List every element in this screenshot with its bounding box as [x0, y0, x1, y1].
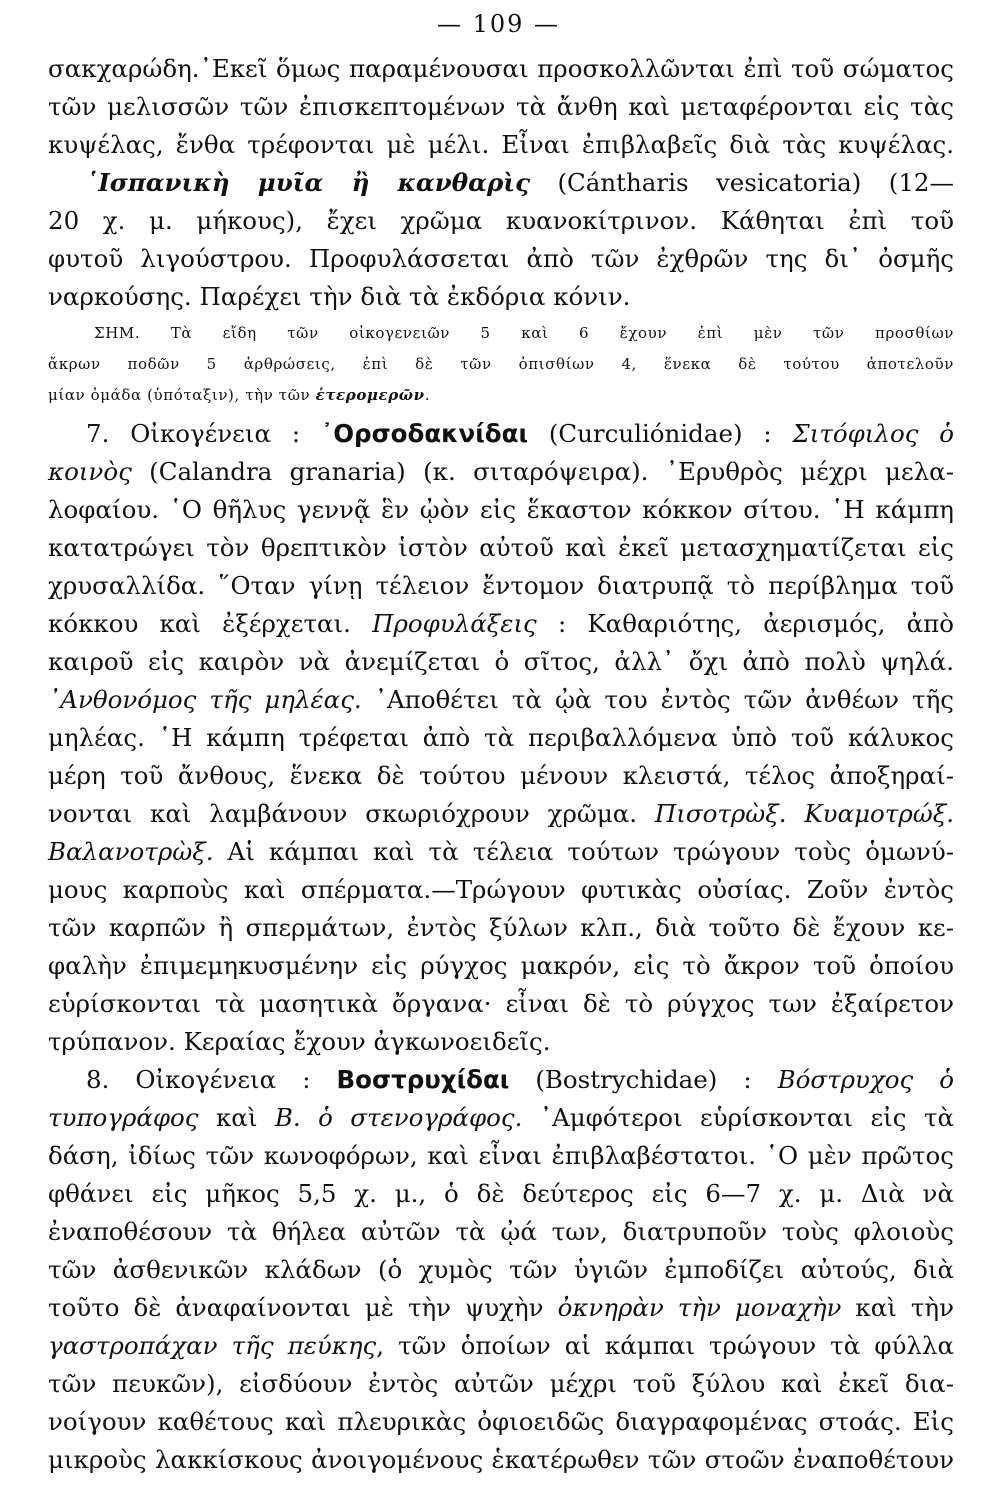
family-name: Βοστρυχίδαι [336, 1065, 510, 1094]
emphasis-term: ἑτερομερῶν [315, 386, 425, 404]
text-line: εὑρίσκονται τὰ μασητικὰ ὄργανα· εἶναι δὲ τὸ ρύγχος των ἐξαίρετον [48, 989, 954, 1018]
species-name: Σιτόφιλος ὁ [792, 419, 954, 448]
footnote-block [48, 318, 954, 411]
text-line: μέρη τοῦ ἄνθους, ἕνεκα δὲ τούτου μένουν κλειστά, τέλος ἀποξηραί- [48, 761, 954, 790]
text-line [48, 1327, 954, 1365]
species-heading: ῾Ισπανικὴ μυῖα ἢ κανθαρὶς [86, 168, 531, 197]
text-run: τοῦτο δὲ ἀναφαίνονται μὲ τὴν ψυχὴν [48, 1293, 558, 1322]
species-name: Β. ὁ στενογράφος. [274, 1103, 523, 1132]
text-run: νονται καὶ λαμβάνουν σκωριόχρουν χρῶμα. [48, 799, 655, 828]
note-line: ἄκρων ποδῶν 5 ἀρθρώσεις, ἐπὶ δὲ τῶν ὀπισθίων 4, ἕνεκα δὲ τούτου ἀποτελοῦν [48, 355, 954, 373]
text-line: νοίγουν καθέτους καὶ πλευρικὰς ὀφιοειδῶς διαγραφομένας στοάς. Εἰς [48, 1407, 954, 1436]
species-name: γαστροπάχαν τῆς πεύκης [48, 1331, 377, 1360]
text-line: μους καρποὺς καὶ σπέρματα.—Τρώγουν φυτικὰς οὐσίας. Ζοῦν ἐντὸς [48, 875, 954, 904]
text-run: μίαν ὁμάδα (ὑπόταξιν), τὴν τῶν [48, 386, 316, 404]
text-line [48, 833, 954, 871]
text-line [48, 605, 954, 643]
text-run: Αἱ κάμπαι καὶ τὰ τέλεια τούτων τρώγουν τοὺς ὁμωνύ- [213, 837, 954, 866]
text-run: (Curculiónidae) : [528, 419, 793, 448]
text-line: τῶν μελισσῶν τῶν ἐπισκεπτομένων τὰ ἄνθη καὶ μεταφέρονται εἰς τὰς [48, 92, 954, 121]
text-line: τρύπανον. Κεραίας ἔχουν ἀγκωνοειδεῖς. [48, 1027, 551, 1056]
text-line: κατατρώγει τὸν θρεπτικὸν ἱστὸν αὐτοῦ καὶ ἐκεῖ μετασχηματίζεται εἰς [48, 533, 954, 562]
text-line [48, 1099, 954, 1137]
text-line: φθάνει εἰς μῆκος 5,5 χ. μ., ὁ δὲ δεύτερος εἰς 6—7 χ. μ. Διὰ νὰ [48, 1179, 954, 1208]
species-name: τυπογράφος [48, 1103, 199, 1132]
page-number: — 109 — [436, 10, 561, 38]
text-line: κυψέλας, ἔνθα τρέφονται μὲ μέλι. Εἶναι ἐπιβλαβεῖς διὰ τὰς κυψέλας. [48, 130, 954, 159]
text-line: τῶν καρπῶν ἢ σπερμάτων, ἐντὸς ξύλων κλπ., διὰ τοῦτο δὲ ἔχουν κε- [48, 913, 954, 942]
section-term: Προφυλάξεις [372, 609, 537, 638]
paragraph-cantharis [48, 164, 954, 316]
text-run: καὶ τὴν [841, 1293, 954, 1322]
text-line [48, 795, 954, 833]
species-name: ᾿Ανθονόμος τῆς μηλέας. [48, 685, 362, 714]
text-run: , τῶν ὁποίων αἱ κάμπαι τρώγουν τὰ φύλλα [376, 1331, 954, 1360]
text-line [48, 453, 954, 491]
text-run: 8. Οἰκογένεια : [86, 1065, 337, 1094]
text-line: τῶν ἀσθενικῶν κλάδων (ὁ χυμὸς τῶν ὑγιῶν ἐμποδίζει αὐτούς, διὰ [48, 1255, 954, 1284]
text-run: 7. Οἰκογένεια : [86, 419, 321, 448]
family-name: ᾿Ορσοδακνίδαι [320, 419, 528, 448]
text-run: ᾿Αμφότεροι εὑρίσκονται εἰς τὰ [522, 1103, 954, 1132]
species-name: Πισοτρὼξ. Κυαμοτρώξ. [654, 799, 954, 828]
species-name: Βόστρυχος ὁ [777, 1065, 955, 1094]
note-line [48, 380, 954, 411]
text-line: δάση, ἰδίως τῶν κωνοφόρων, καὶ εἶναι ἐπιβλαβέστατοι. ῾Ο μὲν πρῶτος [48, 1141, 954, 1170]
text-line: καιροῦ εἰς καιρὸν νὰ ἀνεμίζεται ὁ σῖτος, ἀλλ᾿ ὄχι ἀπὸ πολὺ ψηλά. [48, 647, 954, 676]
text-line: φυτοῦ λιγούστρου. Προφυλάσσεται ἀπὸ τῶν ἐχθρῶν της δι᾿ ὀσμῆς [48, 244, 954, 273]
text-line: μικροὺς λακκίσκους ἀνοιγομένους ἑκατέρωθεν τῶν στοῶν ἐναποθέτουν [48, 1445, 954, 1474]
text-run: ᾿Αποθέτει τὰ ᾠὰ του ἐντὸς τῶν ἀνθέων τῆς [361, 685, 954, 714]
species-name: κοινὸς [48, 457, 132, 486]
text-run: (Calandra granaria) (κ. σιταρόψειρα). ᾿Ερυθρὸς μέχρι μελα- [131, 457, 954, 486]
text-line: 20 χ. μ. μήκους), ἔχει χρῶμα κυανοκίτρινον. Κάθηται ἐπὶ τοῦ [48, 206, 954, 235]
text-line [48, 164, 954, 202]
text-run: κόκκου καὶ ἐξέρχεται. [48, 609, 373, 638]
text-line: μηλέας. ῾Η κάμπη τρέφεται ἀπὸ τὰ περιβαλλόμενα ὑπὸ τοῦ κάλυκος [48, 723, 954, 752]
text-run: : Καθαριότης, ἀερισμός, ἀπὸ [536, 609, 954, 638]
text-line: λοφαίου. ῾Ο θῆλυς γεννᾷ ἓν ᾠὸν εἰς ἕκαστον κόκκον σίτου. ῾Η κάμπη [48, 495, 954, 524]
paragraph-family-7 [48, 415, 954, 1061]
species-name: ὀκνηρὰν τὴν μοναχὴν [557, 1293, 842, 1322]
text-line: τῶν πευκῶν), εἰσδύουν ἐντὸς αὐτῶν μέχρι τοῦ ξύλου καὶ ἐκεῖ δια- [48, 1369, 954, 1398]
text-line [48, 415, 954, 453]
paragraph-intro [48, 50, 954, 164]
text-line: σακχαρώδη.᾿Εκεῖ ὅμως παραμένουσαι προσκολλῶνται ἐπὶ τοῦ σώματος [48, 54, 954, 83]
note-line: ΣΗΜ. Τὰ εἴδη τῶν οἰκογενειῶν 5 καὶ 6 ἔχουν ἐπὶ μὲν τῶν προσθίων [94, 324, 954, 342]
text-run: . [424, 386, 431, 404]
text-line [48, 1289, 954, 1327]
text-line [48, 681, 954, 719]
page-body [48, 50, 954, 1479]
paragraph-family-8 [48, 1061, 954, 1479]
text-run: (Cántharis vesicatoria) (12— [530, 168, 955, 197]
text-run: (Bostrychidae) : [509, 1065, 778, 1094]
text-run: καὶ [198, 1103, 275, 1132]
species-name: Βαλανοτρὼξ. [48, 837, 214, 866]
text-line: χρυσαλλίδα. ῞Οταν γίνῃ τέλειον ἔντομον διατρυπᾷ τὸ περίβλημα τοῦ [48, 571, 954, 600]
text-line [48, 1061, 954, 1099]
text-line: φαλὴν ἐπιμεμηκυσμένην εἰς ρύγχος μακρόν, εἰς τὸ ἄκρον τοῦ ὁποίου [48, 951, 954, 980]
text-line: ναρκούσης. Παρέχει τὴν διὰ τὰ ἐκδόρια κόνιν. [48, 282, 631, 311]
text-line: ἐναποθέσουν τὰ θήλεα αὐτῶν τὰ ᾠά των, διατρυποῦν τοὺς φλοιοὺς [48, 1217, 954, 1246]
